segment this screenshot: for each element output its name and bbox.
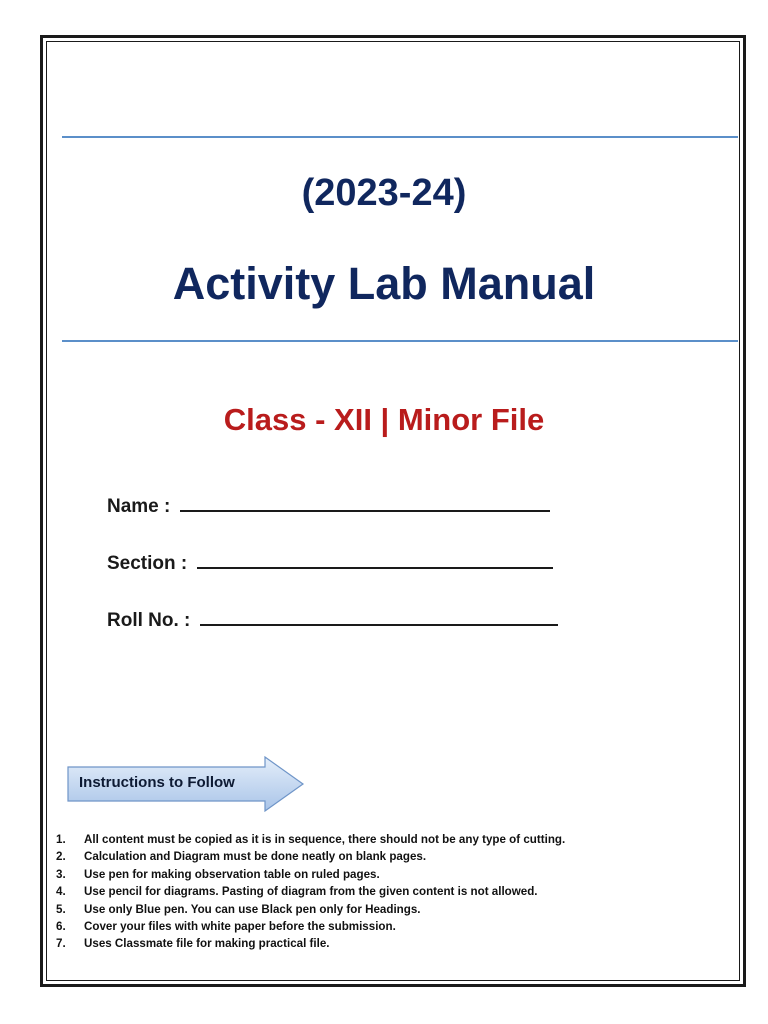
page-title: Activity Lab Manual xyxy=(172,258,596,309)
title-rule-bottom xyxy=(62,340,738,342)
instruction-item: 4. Use pencil for diagrams. Pasting of diagram from the given content is not allowed. xyxy=(56,885,538,899)
class-subtitle: Class - XII | Minor File xyxy=(223,402,545,437)
name-blank-line xyxy=(180,494,550,512)
academic-year: (2023-24) xyxy=(301,172,467,214)
instruction-item: 6. Cover your files with white paper before the submission. xyxy=(56,920,396,934)
instruction-item: 1. All content must be copied as it is in sequence, there should not be any type of cutting. xyxy=(56,833,566,846)
instruction-item: 7. Uses Classmate file for making practical file. xyxy=(56,937,330,951)
roll-no-label: Roll No. : xyxy=(107,610,191,631)
section-field xyxy=(107,551,553,575)
instruction-item: 2. Calculation and Diagram must be done neatly on blank pages. xyxy=(56,850,427,864)
title-rule-top xyxy=(62,136,738,138)
name-field xyxy=(107,494,550,518)
name-label: Name : xyxy=(107,496,171,517)
instruction-item: 3. Use pen for making observation table on ruled pages. xyxy=(56,867,380,881)
instructions-list xyxy=(56,831,565,953)
roll-no-field xyxy=(107,608,558,632)
section-label: Section : xyxy=(107,553,188,574)
section-blank-line xyxy=(197,551,553,569)
instruction-item: 5. Use only Blue pen. You can use Black pen only for Headings. xyxy=(56,902,421,916)
roll-no-blank-line xyxy=(200,608,558,626)
instructions-banner-label: Instructions to Follow xyxy=(79,774,235,791)
